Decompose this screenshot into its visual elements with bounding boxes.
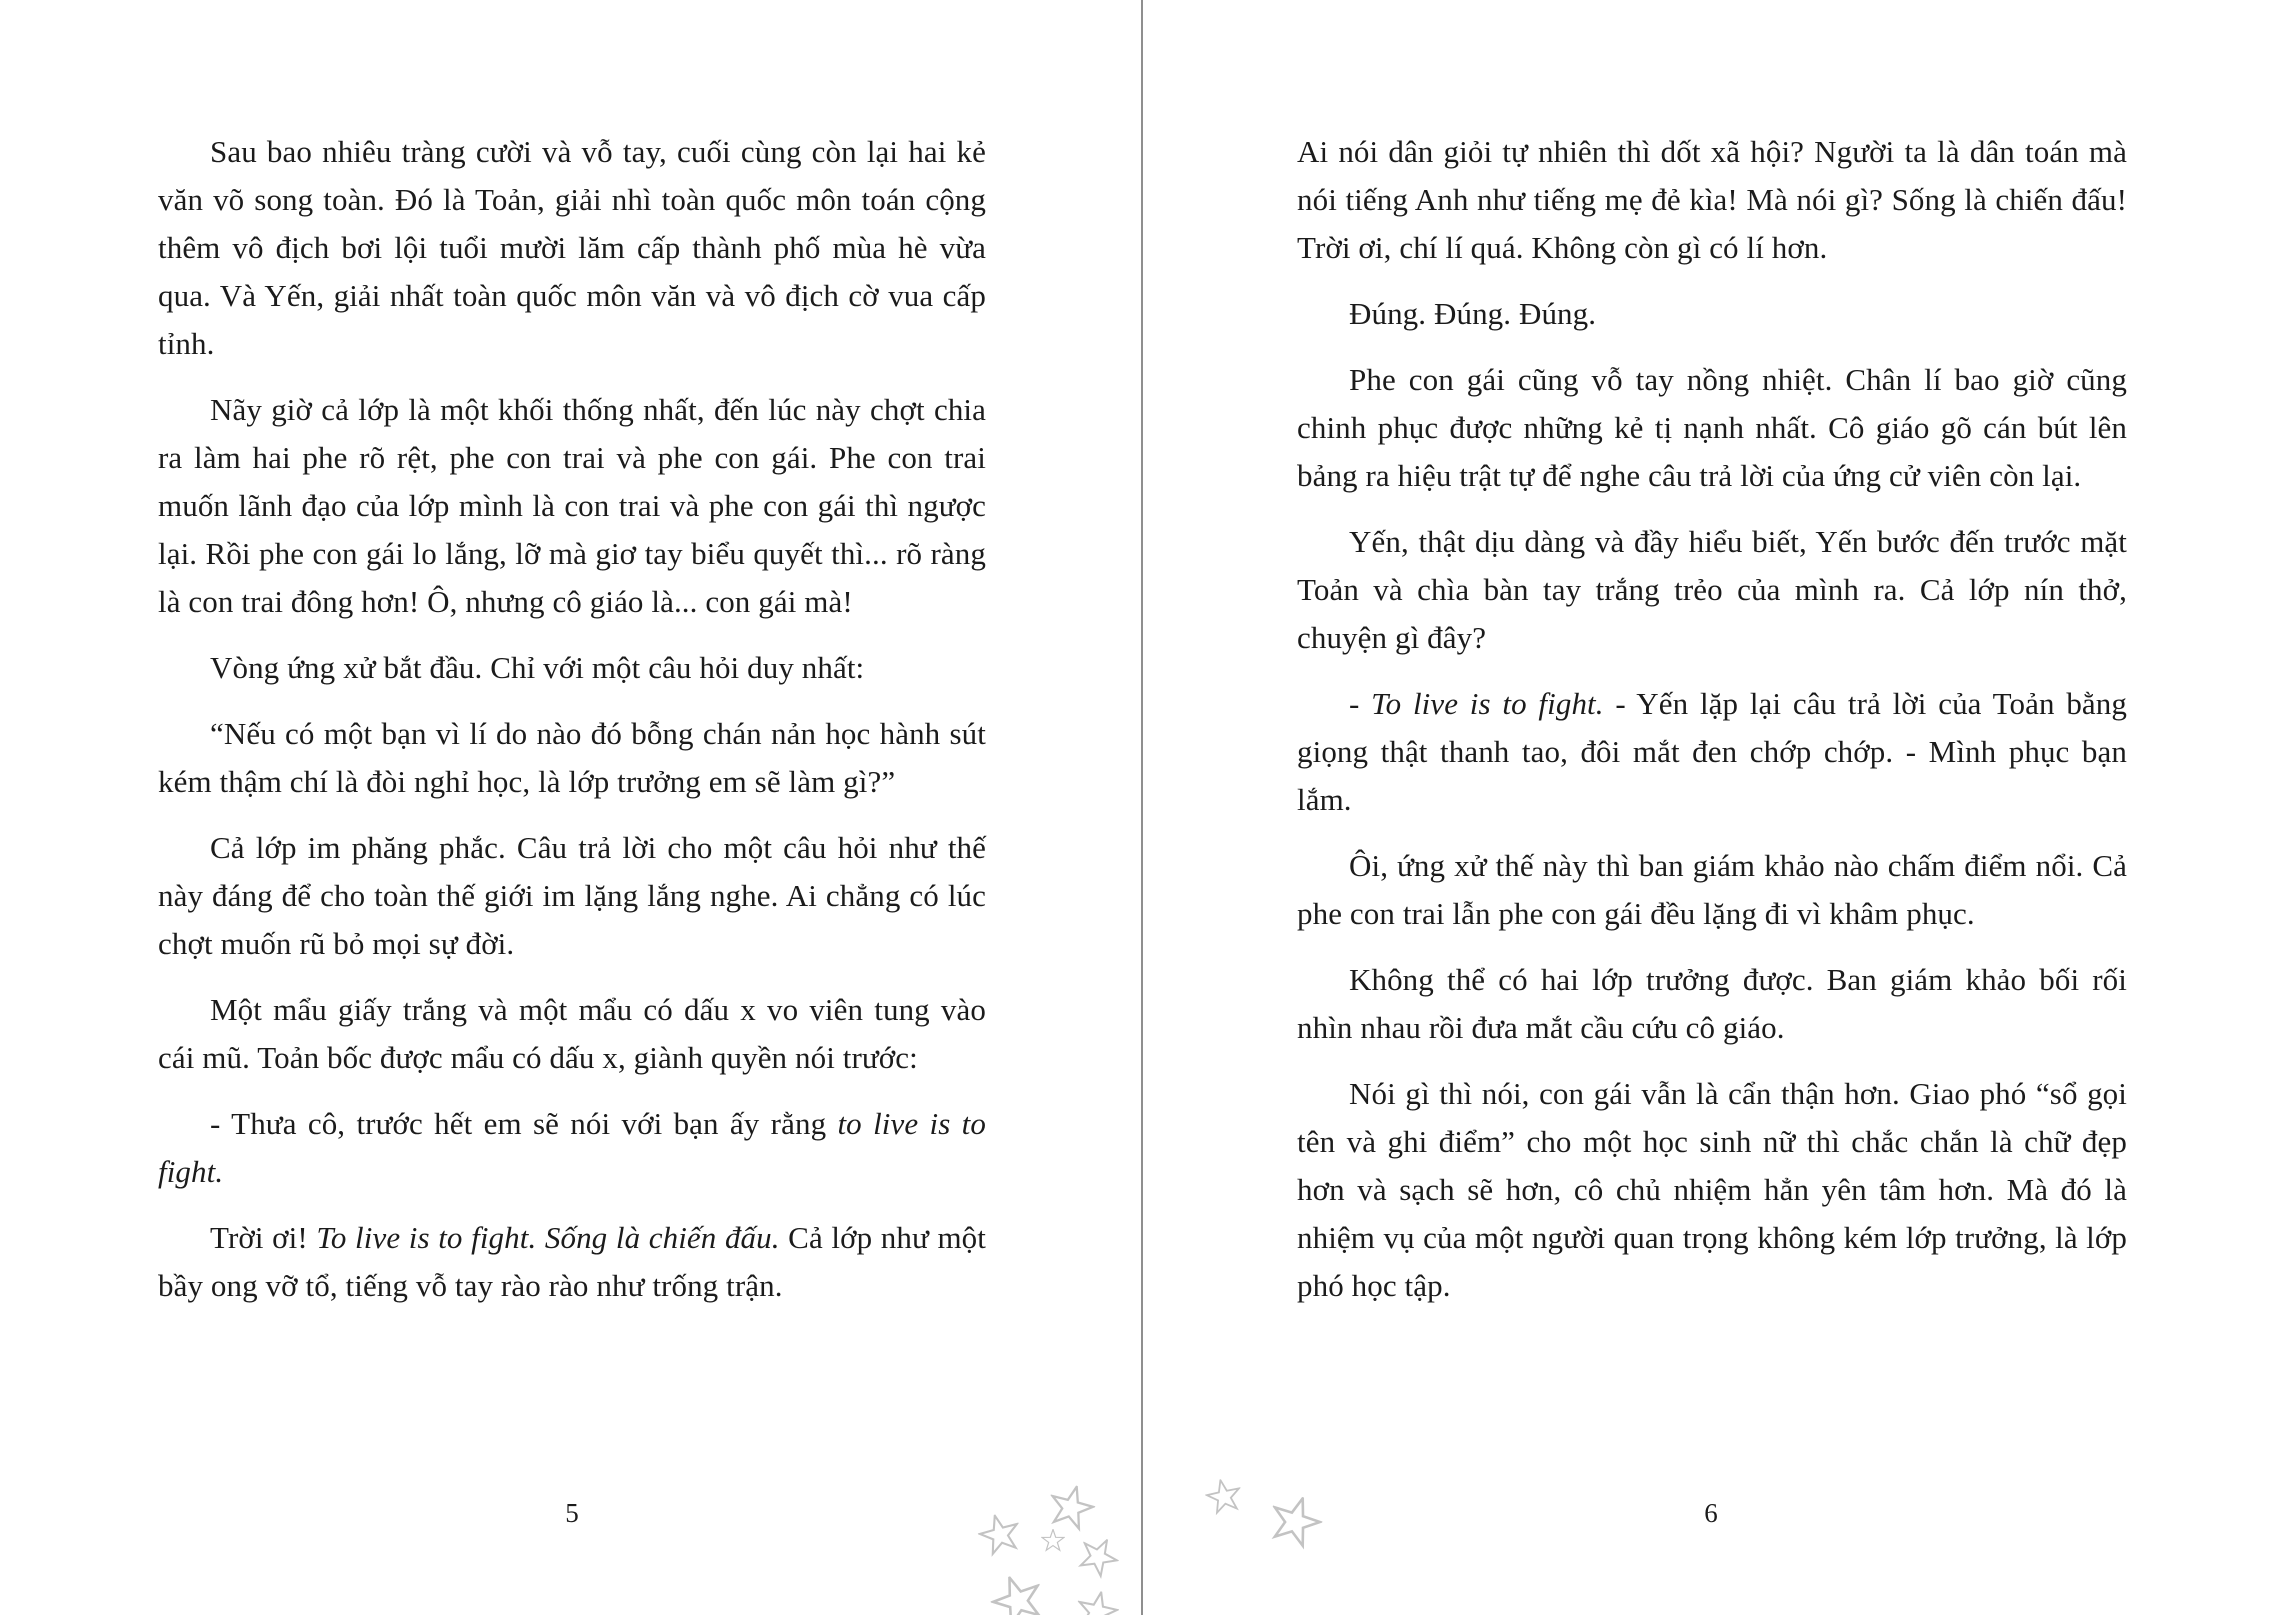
paragraph <box>158 1100 986 1196</box>
page-right <box>1143 0 2284 1615</box>
paragraph <box>1297 290 2127 338</box>
paragraph-text: Cả lớp như một bầy ong vỡ tổ, tiếng vỗ tay rào rào như trống trận. <box>158 1220 986 1303</box>
paragraph <box>1297 128 2127 272</box>
paragraph-text-italic: To live is to fight. Sống là chiến đấu. <box>316 1220 780 1255</box>
page-left-text <box>158 128 986 1328</box>
paragraph-text: Cả lớp im phăng phắc. Câu trả lời cho một câu hỏi như thế này đáng để cho toàn thế giới im lặng lắng nghe. Ai chẳng có lúc chợt muốn rũ bỏ mọi sự đời. <box>158 830 986 961</box>
paragraph <box>1297 356 2127 500</box>
paragraph-text: Sau bao nhiêu tràng cười và vỗ tay, cuối cùng còn lại hai kẻ văn võ song toàn. Đó là Toản, giải nhì toàn quốc môn toán cộng thêm vô địch bơi lội tuổi mười lăm cấp thành phố mùa hè vừa qua. Và Yến, giải nhất toàn quốc môn văn và vô địch cờ vua cấp tỉnh. <box>158 134 986 361</box>
page-right-text <box>1297 128 2127 1328</box>
paragraph <box>158 710 986 806</box>
paragraph <box>1297 518 2127 662</box>
paragraph <box>1297 1070 2127 1310</box>
paragraph <box>158 644 986 692</box>
paragraph-text: Yến, thật dịu dàng và đầy hiểu biết, Yến bước đến trước mặt Toản và chìa bàn tay trắng trẻo của mình ra. Cả lớp nín thở, chuyện gì đây? <box>1297 524 2127 655</box>
page-left <box>0 0 1141 1615</box>
paragraph-text: Trời ơi! <box>210 1220 317 1255</box>
paragraph-text: Ôi, ứng xử thế này thì ban giám khảo nào chấm điểm nổi. Cả phe con trai lẫn phe con gái đều lặng đi vì khâm phục. <box>1297 848 2127 931</box>
paragraph <box>158 986 986 1082</box>
paragraph <box>1297 680 2127 824</box>
page-number-right: 6 <box>1704 1498 1718 1528</box>
paragraph-text: Nói gì thì nói, con gái vẫn là cẩn thận hơn. Giao phó “sổ gọi tên và ghi điểm” cho một học sinh nữ thì chắc chắn là chữ đẹp hơn và sạch sẽ hơn, cô chủ nhiệm hẳn yên tâm hơn. Mà đó là nhiệm vụ của một người quan trọng không kém lớp trưởng, là lớp phó học tập. <box>1297 1076 2127 1303</box>
paragraph <box>158 824 986 968</box>
paragraph <box>158 386 986 626</box>
paragraph-text-italic: To live is to fight. <box>1371 686 1604 721</box>
paragraph-text: - Yến lặp lại câu trả lời của Toản bằng giọng thật thanh tao, đôi mắt đen chớp chớp. - Mình phục bạn lắm. <box>1297 686 2127 817</box>
page-number-left: 5 <box>565 1498 579 1528</box>
paragraph-text: Ai nói dân giỏi tự nhiên thì dốt xã hội? Người ta là dân toán mà nói tiếng Anh như tiếng mẹ đẻ kìa! Mà nói gì? Sống là chiến đấu! Trời ơi, chí lí quá. Không còn gì có lí hơn. <box>1297 134 2127 265</box>
paragraph <box>158 128 986 368</box>
paragraph-text: - <box>1349 686 1372 721</box>
paragraph-text: - Thưa cô, trước hết em sẽ nói với bạn ấy rằng <box>210 1106 838 1141</box>
paragraph-text: “Nếu có một bạn vì lí do nào đó bỗng chán nản học hành sút kém thậm chí là đòi nghỉ học, là lớp trưởng em sẽ làm gì?” <box>158 716 986 799</box>
paragraph-text: Một mẩu giấy trắng và một mẩu có dấu x vo viên tung vào cái mũ. Toản bốc được mẩu có dấu x, giành quyền nói trước: <box>158 992 986 1075</box>
paragraph-text-italic: to live is to fight. <box>158 1106 986 1189</box>
paragraph <box>1297 956 2127 1052</box>
paragraph <box>158 1214 986 1310</box>
paragraph <box>1297 842 2127 938</box>
paragraph-text: Đúng. Đúng. Đúng. <box>1349 296 1597 331</box>
paragraph-text: Vòng ứng xử bắt đầu. Chỉ với một câu hỏi duy nhất: <box>210 650 865 685</box>
paragraph-text: Không thể có hai lớp trưởng được. Ban giám khảo bối rối nhìn nhau rồi đưa mắt cầu cứu cô giáo. <box>1297 962 2127 1045</box>
paragraph-text: Nãy giờ cả lớp là một khối thống nhất, đến lúc này chợt chia ra làm hai phe rõ rệt, phe con trai và phe con gái. Phe con trai muốn lãnh đạo của lớp mình là con trai và phe con gái thì ngược lại. Rồi phe con gái lo lắng, lỡ mà giơ tay biểu quyết thì... rõ ràng là con trai đông hơn! Ô, nhưng cô giáo là... con gái mà! <box>158 392 986 619</box>
paragraph-text: Phe con gái cũng vỗ tay nồng nhiệt. Chân lí bao giờ cũng chinh phục được những kẻ tị nạnh nhất. Cô giáo gõ cán bút lên bảng ra hiệu trật tự để nghe câu trả lời của ứng cử viên còn lại. <box>1297 362 2127 493</box>
